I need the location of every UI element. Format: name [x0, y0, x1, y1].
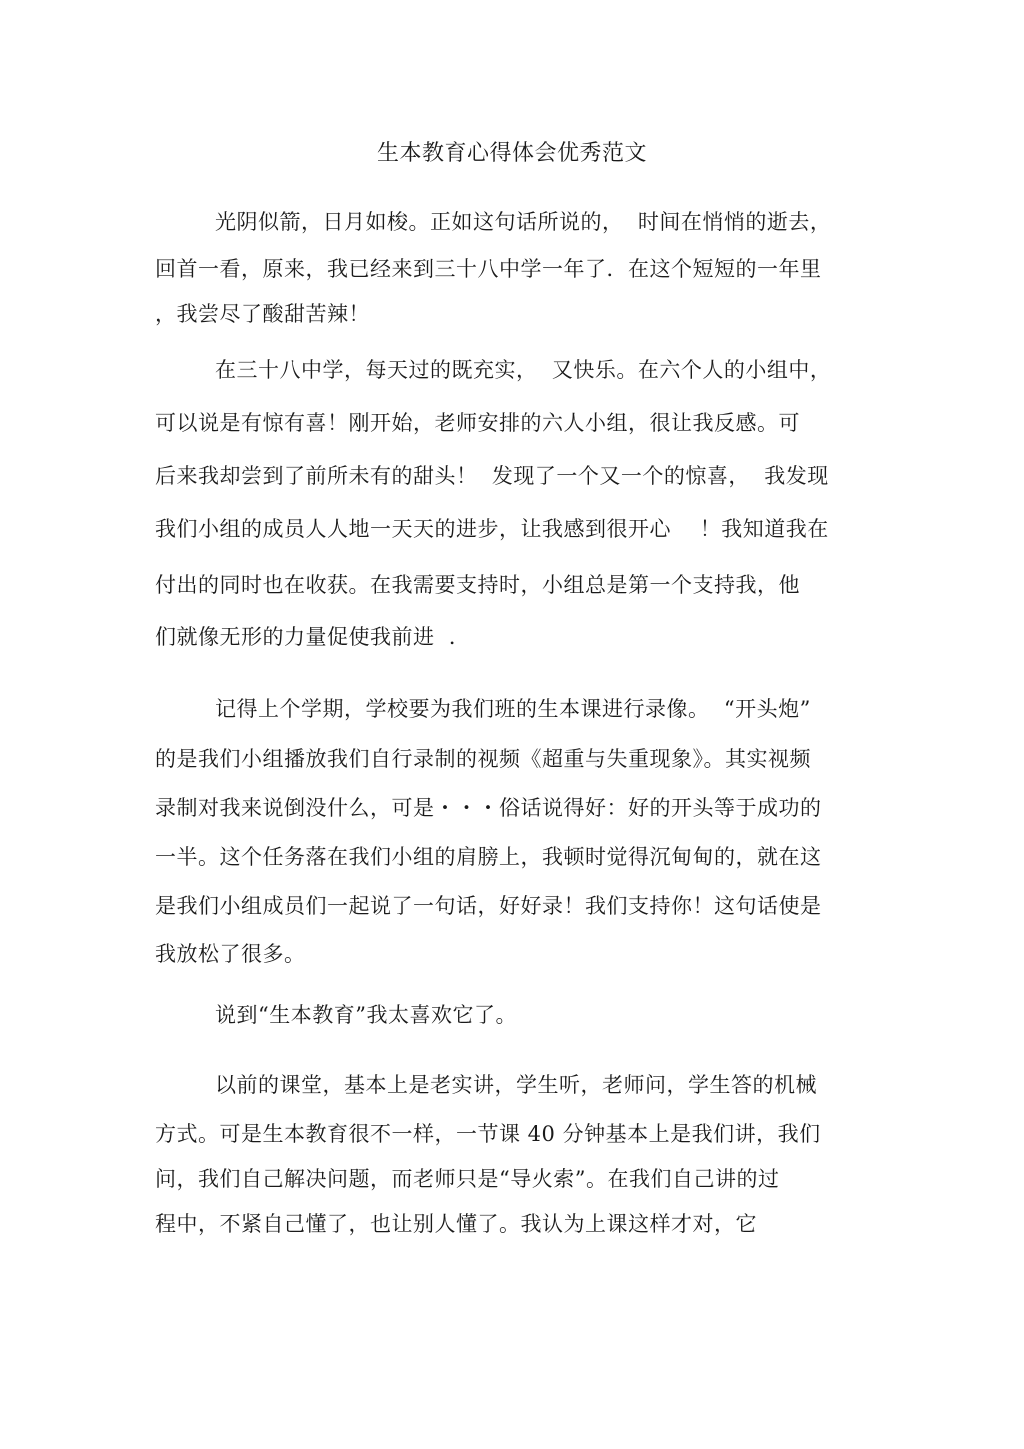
paragraph-1-line-3: ，我尝尽了酸甜苦辣！	[155, 302, 370, 326]
paragraph-3-line-4: 一半。这个任务落在我们小组的肩膀上，我顿时觉得沉甸甸的，就在这	[155, 845, 822, 869]
paragraph-2-line-5: 付出的同时也在收获。在我需要支持时，小组总是第一个支持我，他	[155, 573, 800, 597]
paragraph-2-line-6: 们就像无形的力量促使我前进 ．	[155, 625, 471, 649]
paragraph-2-line-4: 我们小组的成员人人地一天天的进步，让我感到很开心 ！我知道我在	[155, 517, 829, 541]
paragraph-3-line-3: 录制对我来说倒没什么，可是・・・俗话说得好：好的开头等于成功的	[155, 796, 822, 820]
paragraph-3-line-6: 我放松了很多。	[155, 942, 306, 966]
paragraph-1-line-2: 回首一看，原来，我已经来到三十八中学一年了．在这个短短的一年里	[155, 257, 822, 281]
paragraph-3-line-2: 的是我们小组播放我们自行录制的视频《超重与失重现象》。其实视频	[155, 747, 811, 771]
paragraph-5-line-2: 方式。可是生本教育很不一样，一节课 40 分钟基本上是我们讲，我们	[155, 1122, 821, 1146]
paragraph-2-line-1: 在三十八中学，每天过的既充实， 又快乐。在六个人的小组中，	[215, 358, 832, 382]
paragraph-5-line-4: 程中，不紧自己懂了，也让别人懂了。我认为上课这样才对，它	[155, 1212, 757, 1236]
paragraph-3-line-1: 记得上个学期，学校要为我们班的生本课进行录像。 “开头炮”	[215, 697, 811, 721]
paragraph-5-line-3: 问，我们自己解决问题，而老师只是“导火索”。在我们自己讲的过	[155, 1167, 780, 1191]
paragraph-3-line-5: 是我们小组成员们一起说了一句话，好好录！我们支持你！这句话使是	[155, 894, 822, 918]
paragraph-2-line-2: 可以说是有惊有喜！刚开始，老师安排的六人小组，很让我反感。可	[155, 411, 800, 435]
paragraph-5-line-1: 以前的课堂，基本上是老实讲，学生听，老师问，学生答的机械	[215, 1073, 817, 1097]
document-title: 生本教育心得体会优秀范文	[376, 141, 647, 166]
paragraph-4-line-1: 说到“生本教育”我太喜欢它了。	[215, 1003, 517, 1027]
paragraph-1-line-1: 光阴似箭，日月如梭。正如这句话所说的， 时间在悄悄的逝去，	[215, 210, 832, 234]
paragraph-2-line-3: 后来我却尝到了前所未有的甜头！ 发现了一个又一个的惊喜， 我发现	[155, 464, 829, 488]
